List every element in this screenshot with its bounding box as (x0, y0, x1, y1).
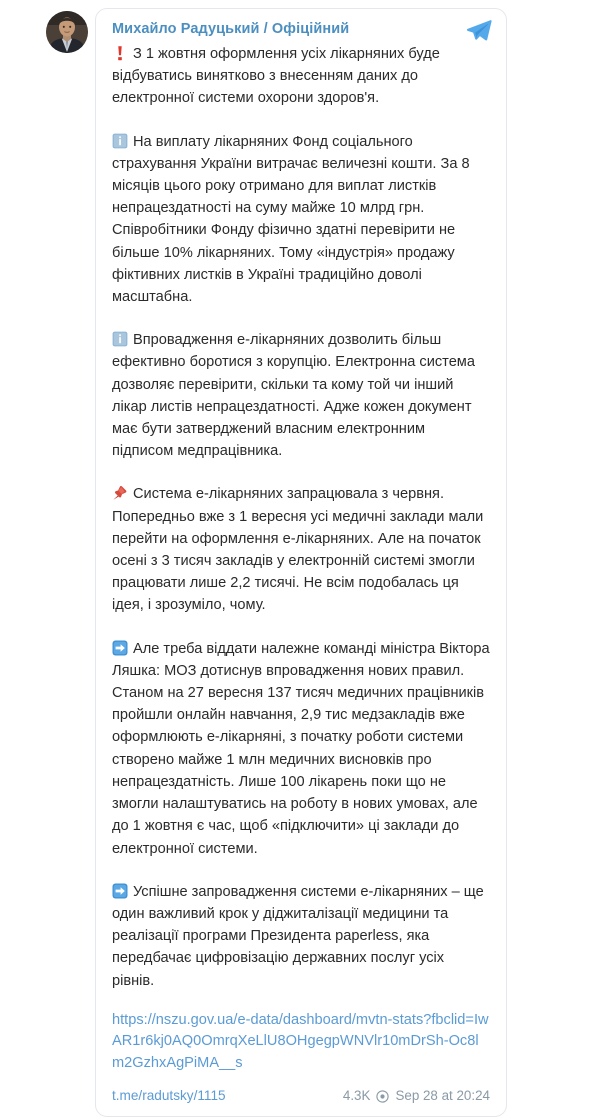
message-bubble (95, 8, 507, 1117)
channel-name[interactable]: Михайло Радуцький / Офіційний (112, 21, 350, 37)
post-paragraph (112, 329, 490, 462)
post-date: Sep 28 at 20:24 (395, 1088, 490, 1104)
paragraph-text: Успішне запровадження системи е-лікарняних – ще один важливий крок у діджиталізації медицини та реалізації програми Президента paperless, яка передбачає цифровізацію державних послуг усіх рівнів. (112, 883, 484, 989)
information-emoji (112, 331, 128, 347)
right-arrow-emoji (112, 640, 128, 656)
post-permalink[interactable]: t.me/radutsky/1115 (112, 1088, 226, 1104)
post-meta (343, 1086, 490, 1106)
paragraph-text: Впровадження е-лікарняних дозволить більш ефективно боротися з корупцію. Електронна система дозволяє перевірити, скільки та кому той чи інший лікар листів непрацездатності. Адже кожен документ має бути затверджений власним електронним підписом медпрацівника. (112, 332, 475, 460)
information-emoji (112, 133, 128, 149)
post-footer (112, 1086, 490, 1108)
pushpin-emoji (112, 485, 128, 501)
external-link[interactable]: https://nszu.gov.ua/e-data/dashboard/mvtn-stats?fbclid=IwAR1r6kj0AQ0OmrqXeLlU8OHgegpWNVlr10mDrSh-Oc8lm2GzhxAgPiMA__s (112, 1011, 489, 1071)
post-paragraph (112, 483, 490, 616)
red-exclamation-emoji (112, 45, 128, 61)
right-arrow-emoji (112, 883, 128, 899)
paragraph-text: На виплату лікарняних Фонд соціального страхування України витрачає величезні кошти. За 8 місяців цього року отримано для виплат листків непрацездатності на суму майже 10 млрд грн. Співробітники Фонду фізично здатні перевірити не більше 10% лікарняних. Тому «індустрія» продажу фіктивних листків в Україні традиційно доволі масштабна. (112, 133, 470, 306)
post-paragraph (112, 881, 490, 992)
post-paragraph (112, 131, 490, 309)
telegram-logo-icon[interactable] (466, 19, 492, 41)
post-header (112, 19, 490, 41)
post-body (112, 43, 490, 1074)
paragraph-text: Система е-лікарняних запрацювала з червня. Попередньо вже з 1 вересня усі медичні заклади мали перейти на оформлення е-лікарняних. Але на початок осені з 3 тисяч закладів у електронній системі змогли працювати лише 2,2 тисячі. Не всім подобалась ця ідея, і зрозуміло, чому. (112, 486, 484, 614)
post-paragraph (112, 638, 490, 860)
paragraph-text: Але треба віддати належне команді міністра Віктора Ляшка: МОЗ дотиснув впровадження нових правил. Станом на 27 вересня 137 тисяч медичних працівників пройшли онлайн навчання, 2,9 тис медзакладів вже оформлюють е-лікарняні, з початку роботи системи створено майже 1 млн медичних висновків про непрацездатність. Лише 100 лікарень поки що не змогли налаштуватись на роботу в нових умовах, але до 1 жовтня є час, щоб «підключити» ці заклади до електронної системи. (112, 640, 490, 857)
post-paragraph (112, 43, 490, 110)
eye-icon (376, 1090, 389, 1103)
views-count: 4.3K (342, 1088, 371, 1104)
paragraph-text: З 1 жовтня оформлення усіх лікарняних буде відбуватись винятково з внесенням даних до електронної системи охорони здоров'я. (112, 46, 440, 107)
avatar[interactable] (46, 11, 88, 53)
